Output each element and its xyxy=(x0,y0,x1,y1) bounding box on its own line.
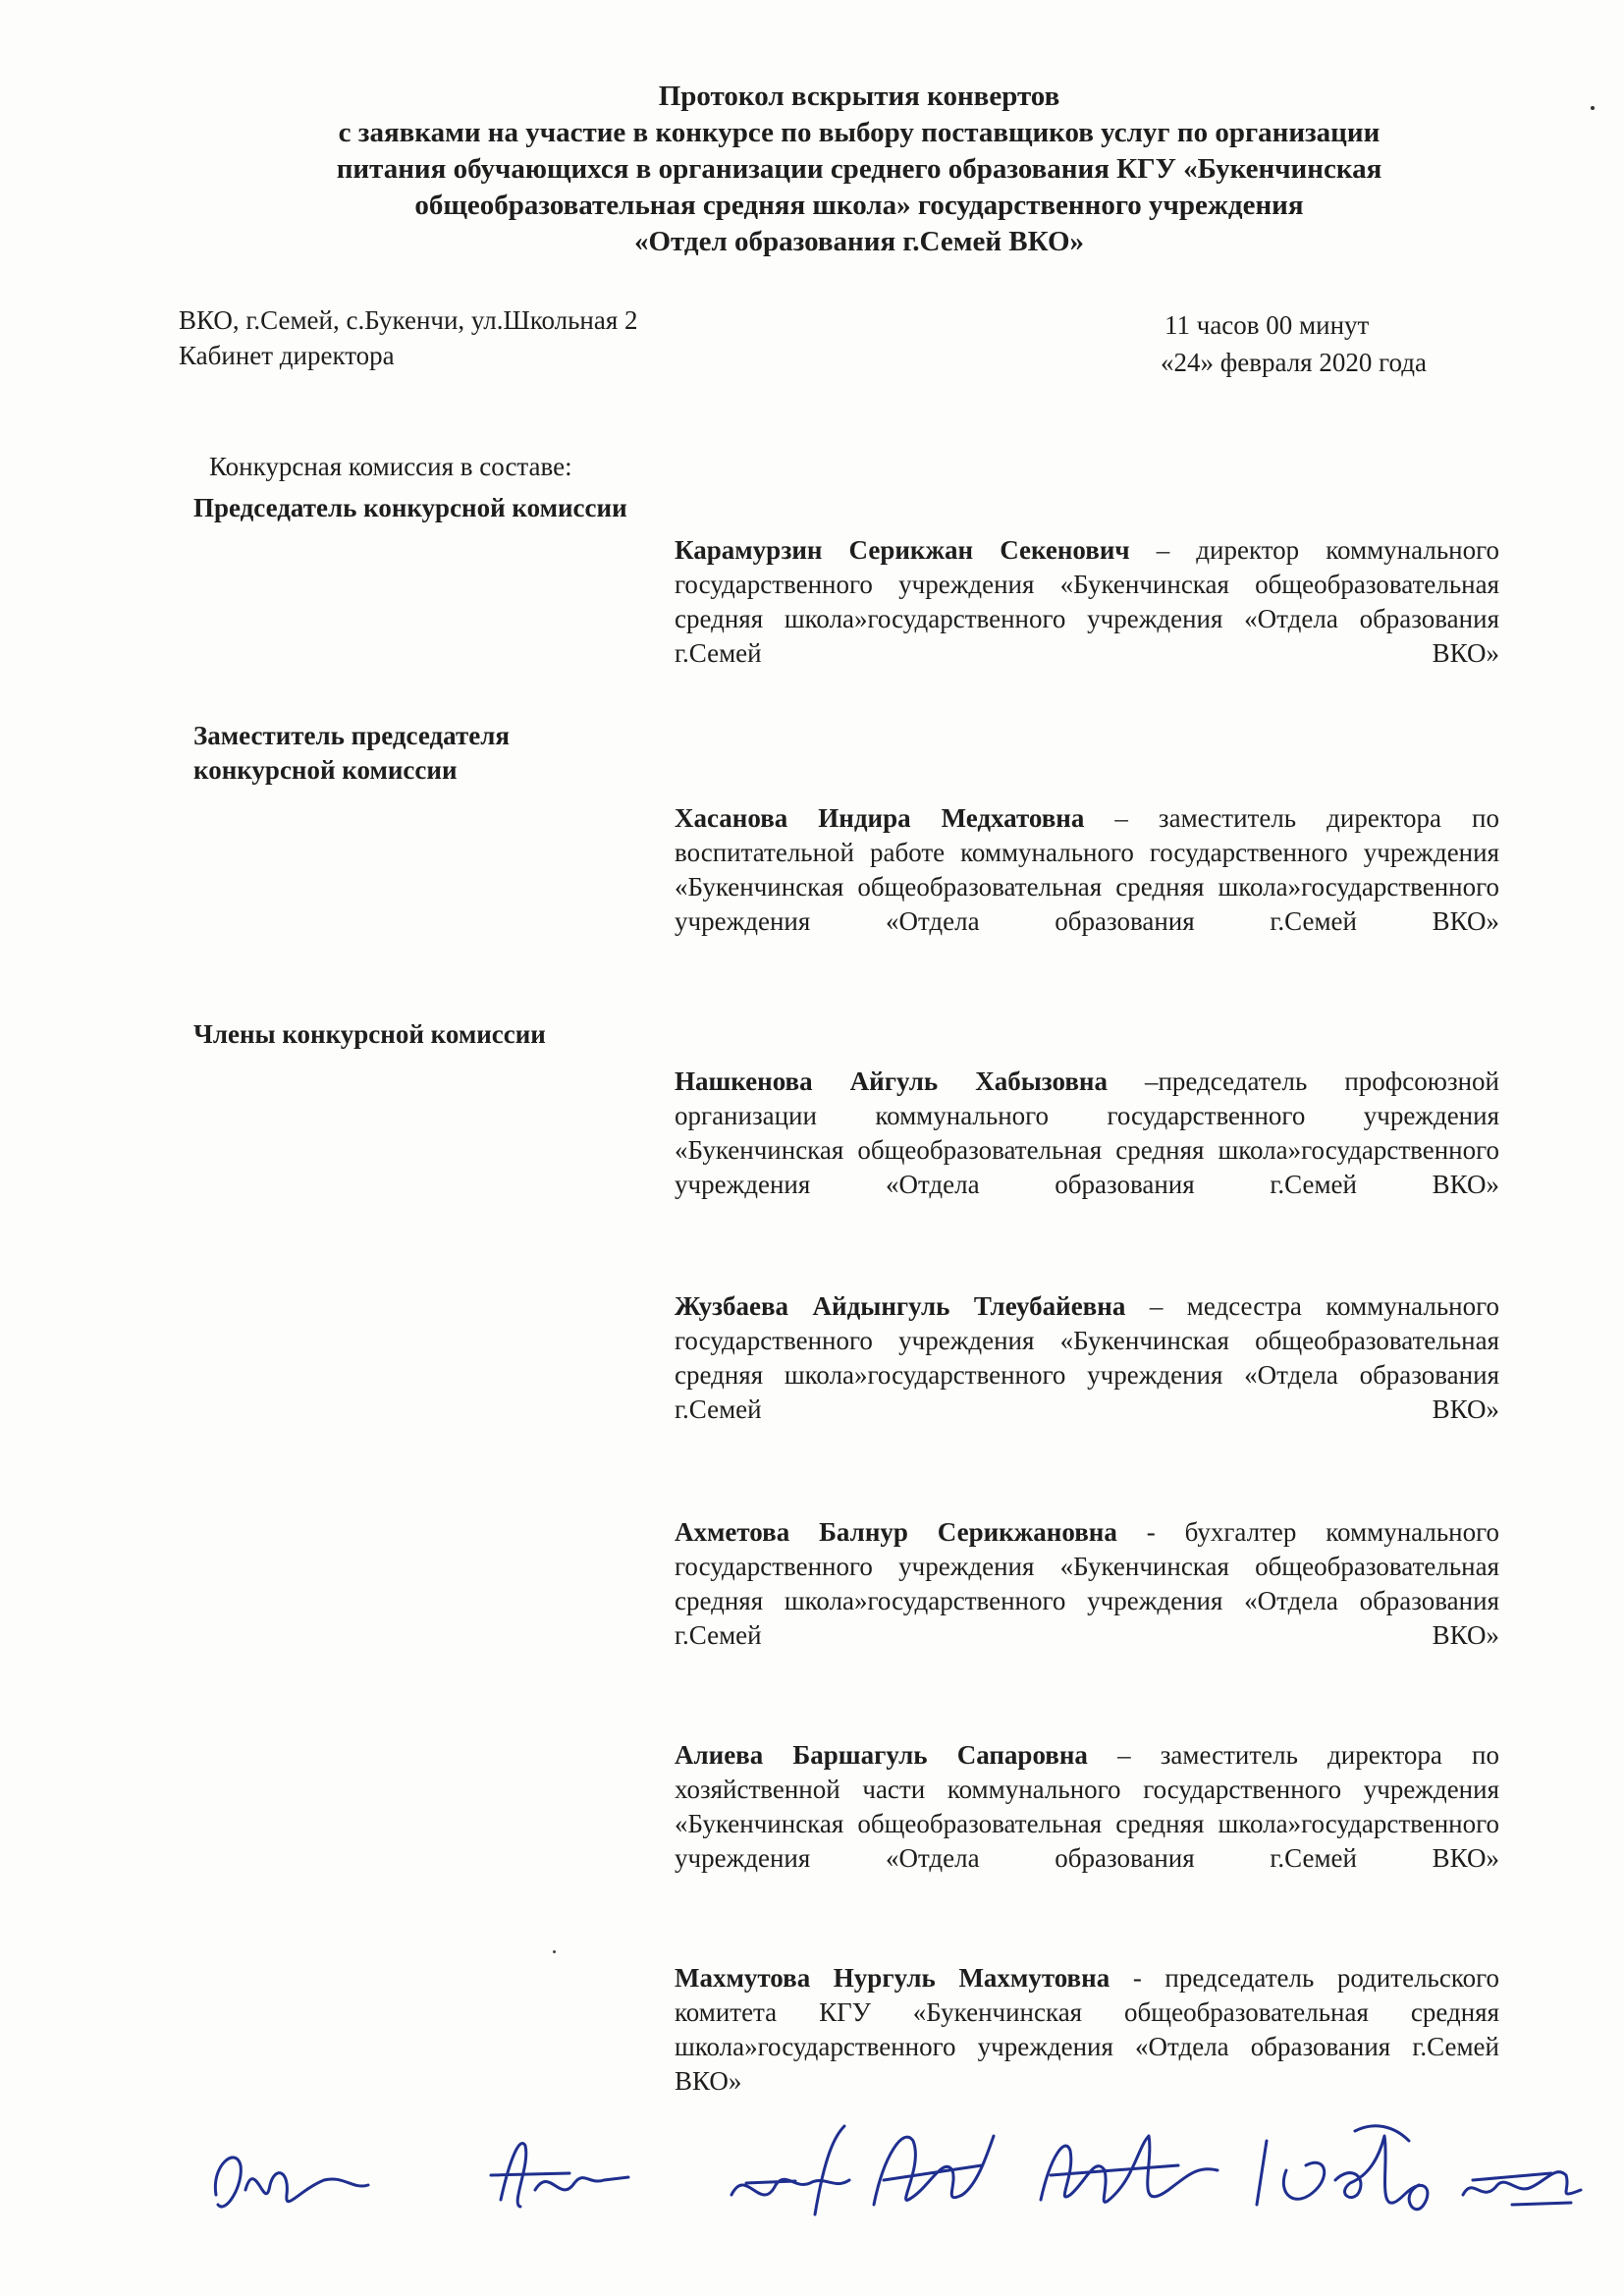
title-line: Протокол вскрытия конвертов xyxy=(658,81,1060,112)
meeting-time xyxy=(1161,306,1427,381)
signature xyxy=(491,2143,628,2207)
member-name: Махмутова Нургуль Махмутовна xyxy=(675,1963,1110,1993)
signature xyxy=(1257,2126,1428,2210)
member-description: - бухгалтер коммунального государственного учреждения «Букенчинская общеобразовательная средняя школа»государственного учреждения «Отдела образования г.Семей ВКО» xyxy=(675,1517,1500,1650)
signatures-row xyxy=(196,2097,1591,2244)
signature xyxy=(874,2136,994,2205)
member-name: Нашкенова Айгуль Хабызовна xyxy=(675,1066,1108,1096)
title-line: общеобразовательная средняя школа» государственного учреждения xyxy=(414,190,1304,221)
document-title xyxy=(196,79,1522,260)
member-name: Жузбаева Айдынгуль Тлеубайевна xyxy=(675,1291,1126,1321)
member-entry xyxy=(675,1738,1499,1876)
meeting-place xyxy=(179,302,638,373)
signature xyxy=(1463,2172,1581,2205)
member-entry xyxy=(675,1961,1499,2099)
role-members: Члены конкурсной комиссии xyxy=(193,1019,546,1049)
title-line: с заявками на участие в конкурсе по выбору поставщиков услуг по организации xyxy=(338,117,1380,148)
member-name: Алиева Баршагуль Сапаровна xyxy=(675,1740,1088,1770)
address: ВКО, г.Семей, с.Букенчи, ул.Школьная 2 xyxy=(179,305,638,335)
member-description: – заместитель директора по воспитательной работе коммунального государственного учреждения «Букенчинская общеобразовательная средняя школа»государственного учреждения «Отдела образования г.Семей ВКО» xyxy=(675,803,1499,936)
role-chair: Председатель конкурсной комиссии xyxy=(193,493,627,522)
signature xyxy=(1041,2136,1218,2202)
member-name: Хасанова Индира Медхатовна xyxy=(675,803,1085,833)
role-deputy xyxy=(193,719,510,788)
member-description: – медсестра коммунального государственного учреждения «Букенчинская общеобразовательная средняя школа»государственного учреждения «Отдела образования г.Семей ВКО» xyxy=(675,1291,1499,1424)
member-description-first: – директор xyxy=(1156,535,1300,565)
scan-speck xyxy=(553,1950,556,1953)
deputy-entry xyxy=(675,801,1499,939)
member-description: - председатель родительского комитета КГУ «Букенчинская общеобразовательная средняя школа»государственного учреждения «Отдела образования г.Семей ВКО» xyxy=(675,1963,1500,2096)
date: «24» февраля 2020 года xyxy=(1161,348,1427,377)
role-deputy-line: конкурсной комиссии xyxy=(193,755,458,785)
member-name: Ахметова Балнур Серикжановна xyxy=(675,1517,1117,1547)
scan-speck xyxy=(1591,106,1595,110)
member-name: Карамурзин Серикжан Секенович xyxy=(675,535,1130,565)
member-description: –председатель профсоюзной организации коммунального государственного учреждения «Букенчинская общеобразовательная средняя школа»государственного учреждения «Отдела образования г.Семей ВКО» xyxy=(675,1066,1500,1199)
time: 11 часов 00 минут xyxy=(1164,310,1370,340)
member-entry xyxy=(675,1289,1499,1427)
chair-entry xyxy=(675,533,1499,671)
title-line: «Отдел образования г.Семей ВКО» xyxy=(634,226,1084,257)
member-description: коммунального государственного учреждения «Букенчинская общеобразовательная средняя школа»государственного учреждения «Отдела образования г.Семей ВКО» xyxy=(675,535,1499,668)
member-description: – заместитель директора по хозяйственной части коммунального государственного учреждения «Букенчинская общеобразовательная средняя школа»государственного учреждения «Отдела образования г.Семей ВКО» xyxy=(675,1740,1500,1873)
room: Кабинет директора xyxy=(179,341,395,370)
member-entry xyxy=(675,1515,1499,1653)
signature xyxy=(731,2126,849,2214)
role-deputy-line: Заместитель председателя xyxy=(193,721,510,750)
member-entry xyxy=(675,1065,1499,1202)
commission-intro: Конкурсная комиссия в составе: xyxy=(209,452,572,481)
title-line: питания обучающихся в организации среднего образования КГУ «Букенчинская xyxy=(336,153,1382,185)
signature xyxy=(215,2158,368,2207)
